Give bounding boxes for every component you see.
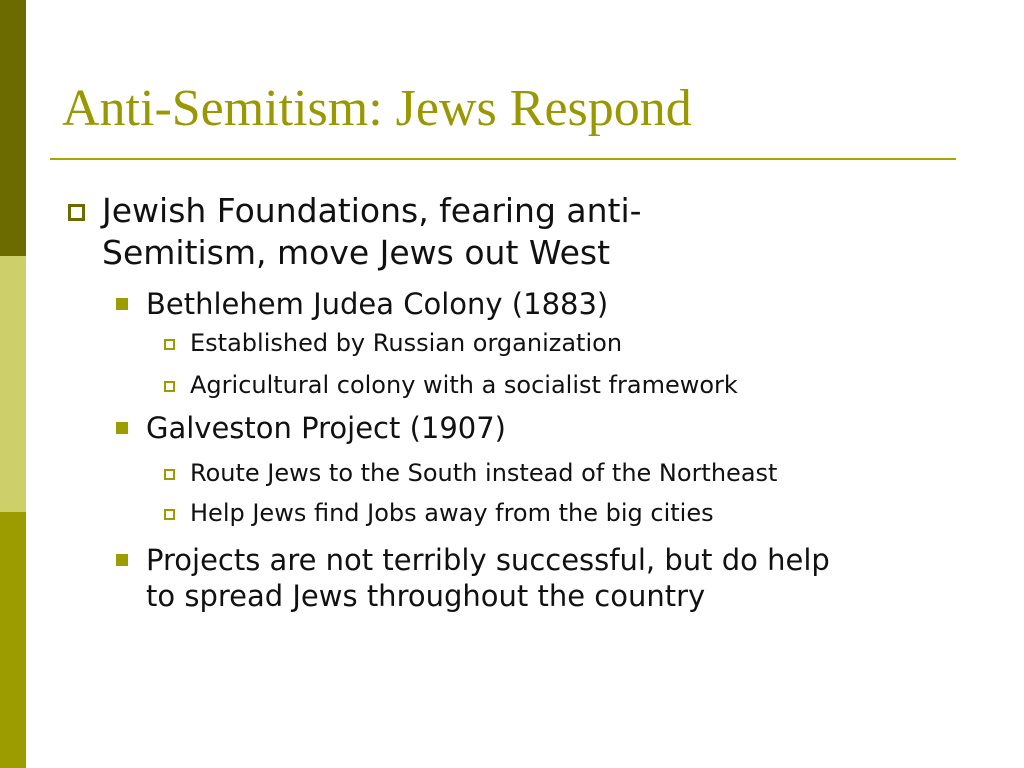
hollow-square-icon	[164, 339, 175, 350]
sidebar-stripe-middle	[0, 256, 26, 512]
bullet-level3-route-south	[64, 458, 964, 488]
bullet-line: Established by Russian organization	[190, 329, 623, 357]
bullet-level2-bethlehem-judea-colony	[64, 286, 964, 322]
bullet-level1-jewish-foundations	[64, 190, 964, 274]
bullet-level3-agricultural-colony	[64, 370, 964, 400]
bullet-line: Jewish Foundations, fearing anti-	[102, 191, 642, 230]
bullet-level2-projects-outcome	[64, 542, 964, 614]
bullet-line: Projects are not terribly successful, but do help	[146, 543, 830, 577]
hollow-square-icon	[164, 469, 175, 480]
bullet-line: Agricultural colony with a socialist framework	[190, 371, 738, 399]
bullet-level2-galveston-project	[64, 410, 964, 446]
bullet-line: Bethlehem Judea Colony (1883)	[146, 287, 609, 321]
bullet-level3-jobs-away-from-cities	[64, 498, 964, 528]
bullet-line: Semitism, move Jews out West	[102, 233, 611, 272]
sidebar-stripe-bottom	[0, 512, 26, 768]
bullet-level3-russian-organization	[64, 328, 964, 358]
slide-title: Anti-Semitism: Jews Respond	[62, 80, 692, 137]
bullet-line: Help Jews find Jobs away from the big cities	[190, 499, 714, 527]
filled-square-icon	[116, 422, 128, 434]
title-divider	[50, 158, 956, 160]
hollow-square-icon	[68, 204, 85, 221]
hollow-square-icon	[164, 509, 175, 520]
slide-body	[64, 190, 964, 614]
hollow-square-icon	[164, 381, 175, 392]
filled-square-icon	[116, 554, 128, 566]
bullet-line: Galveston Project (1907)	[146, 411, 506, 445]
sidebar-stripe-top	[0, 0, 26, 256]
bullet-line: Route Jews to the South instead of the Northeast	[190, 459, 778, 487]
filled-square-icon	[116, 298, 128, 310]
bullet-line: to spread Jews throughout the country	[146, 579, 706, 613]
